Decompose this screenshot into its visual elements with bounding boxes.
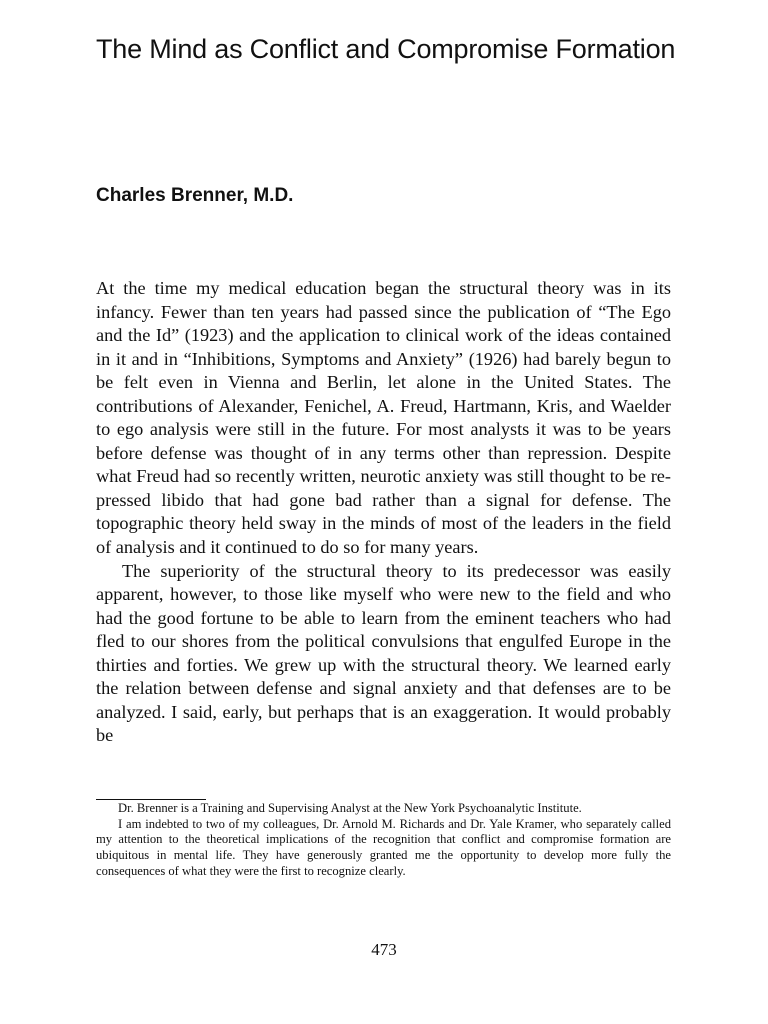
footnotes <box>96 801 671 880</box>
footnote: I am indebted to two of my colleagues, Dr. Arnold M. Richards and Dr. Yale Kramer, who separately called my attention to the theoretical implications of the recognition that conflict and compromise formation are ubiquitous in mental life. They have generously granted me the opportunity to develop more fully the consequences of what they were the first to recognize clearly. <box>96 816 671 878</box>
article-title: The Mind as Conflict and Compromise Formation <box>96 34 676 64</box>
body-paragraph: At the time my medical education began the structural theory was in its infancy. Fewer than ten years had passed since the publication of “The Ego and the Id” (1923) and the application to clinical work of the ideas contained in it and in “Inhibitions, Symptoms and Anxiety” (1926) had barely begun to be felt even in Vienna and Berlin, let alone in the United States. The contributions of Alexander, Fenichel, A. Freud, Hartmann, Kris, and Waelder to ego analysis were still in the future. For most analysts it was to be years before defense was thought of in any terms other than repression. Despite what Freud had so recently written, neurotic anxiety was still thought to be repressed libido that had gone bad rather than a signal for defense. The topographic theory held sway in the minds of most of the leaders in the field of analysis and it continued to do so for many years. <box>96 278 671 558</box>
body-paragraph: The superiority of the structural theory to its predecessor was easily apparent, however, to those like myself who were new to the field and who had the good fortune to be able to learn from the eminent teachers who had fled to our shores from the political convulsions that engulfed Europe in the thirties and forties. We grew up with the structural theory. We learned early the relation between defense and signal anxiety and that defenses are to be analyzed. I said, early, but perhaps that is an exaggeration. It would probably be <box>96 560 671 746</box>
page-number: 473 <box>371 940 397 959</box>
author-name: Charles Brenner, M.D. <box>96 185 294 206</box>
footnote: Dr. Brenner is a Training and Supervising Analyst at the New York Psychoanalytic Institute. <box>118 801 582 815</box>
footnote-divider <box>96 799 206 800</box>
article-body <box>96 277 671 748</box>
